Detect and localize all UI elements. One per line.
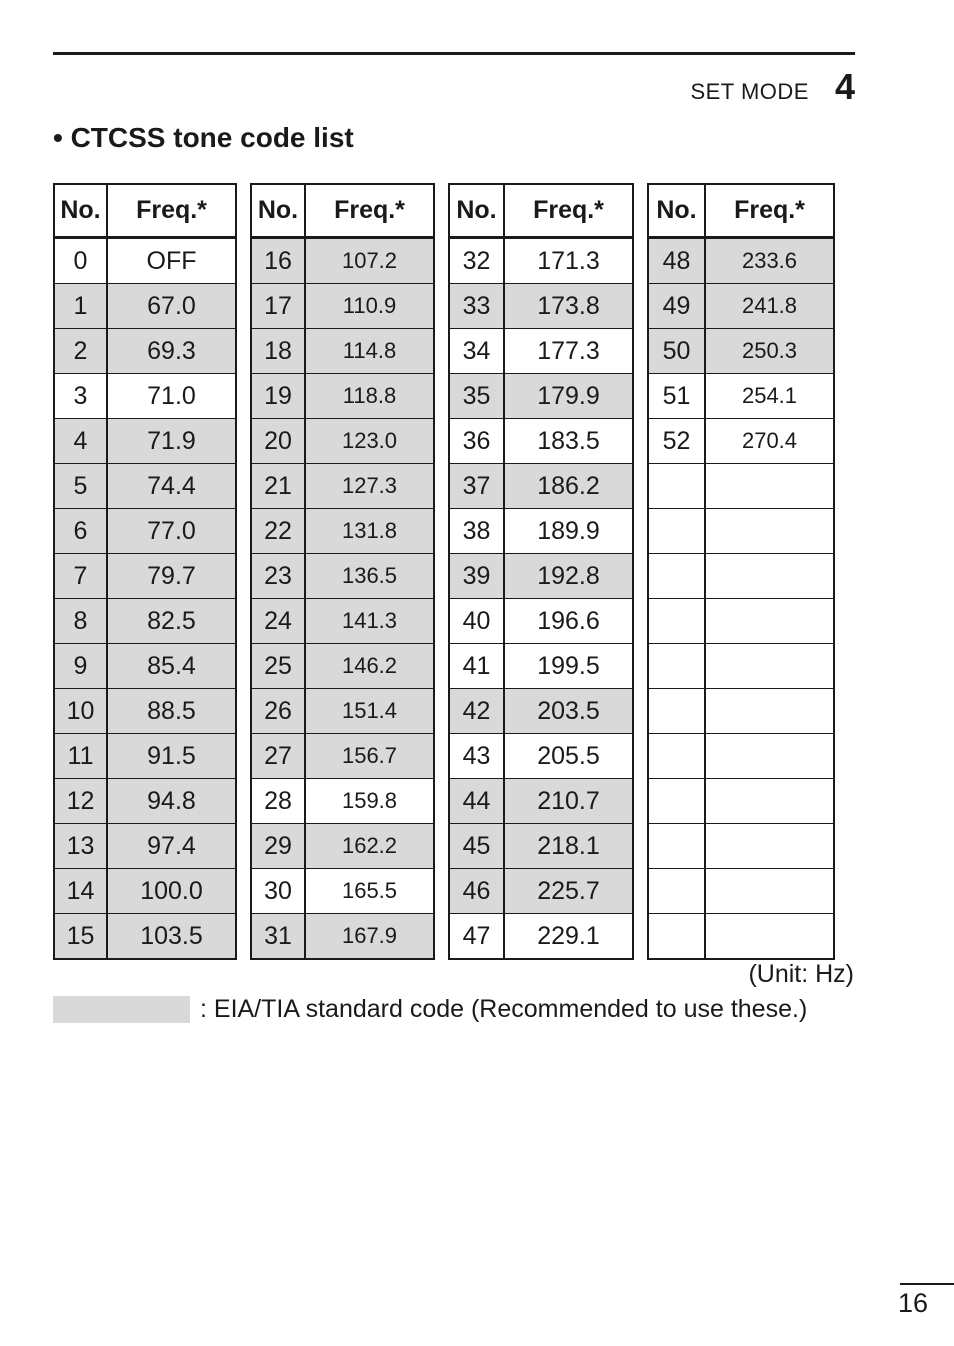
tone-code-no: 28	[251, 779, 305, 824]
table-row	[54, 509, 834, 554]
tone-frequency: 146.2	[305, 644, 434, 689]
table-row	[54, 779, 834, 824]
tone-code-no: 7	[54, 554, 107, 599]
tone-code-no: 16	[251, 238, 305, 284]
tone-code-no: 5	[54, 464, 107, 509]
column-gap	[236, 599, 251, 644]
column-gap	[633, 779, 648, 824]
column-gap	[236, 284, 251, 329]
column-gap	[633, 284, 648, 329]
tone-code-no: 48	[648, 238, 705, 284]
tone-code-no: 37	[449, 464, 504, 509]
tone-frequency: 74.4	[107, 464, 236, 509]
tone-frequency: 77.0	[107, 509, 236, 554]
column-gap	[236, 689, 251, 734]
tone-code-no: 21	[251, 464, 305, 509]
tone-code-no	[648, 914, 705, 960]
tone-code-no: 9	[54, 644, 107, 689]
column-gap	[434, 238, 449, 284]
tone-frequency: 203.5	[504, 689, 633, 734]
column-gap	[434, 869, 449, 914]
table-row	[54, 914, 834, 960]
header-no: No.	[251, 184, 305, 238]
column-gap	[434, 509, 449, 554]
tone-frequency: 103.5	[107, 914, 236, 960]
column-gap	[236, 509, 251, 554]
table-row	[54, 734, 834, 779]
legend	[53, 995, 807, 1024]
column-gap	[236, 869, 251, 914]
tone-code-no: 35	[449, 374, 504, 419]
tone-code-no: 52	[648, 419, 705, 464]
column-gap	[434, 184, 449, 238]
tone-code-no: 38	[449, 509, 504, 554]
tone-frequency: 250.3	[705, 329, 834, 374]
tone-code-no: 2	[54, 329, 107, 374]
tone-frequency: 151.4	[305, 689, 434, 734]
tone-code-no: 51	[648, 374, 705, 419]
page-title: • CTCSS tone code list	[53, 122, 354, 153]
legend-swatch	[53, 996, 190, 1023]
tone-frequency: 159.8	[305, 779, 434, 824]
tone-code-no: 0	[54, 238, 107, 284]
column-gap	[633, 869, 648, 914]
tone-frequency: 110.9	[305, 284, 434, 329]
tone-frequency	[705, 554, 834, 599]
column-gap	[434, 644, 449, 689]
tone-frequency: 162.2	[305, 824, 434, 869]
tone-code-no: 36	[449, 419, 504, 464]
tone-code-no	[648, 644, 705, 689]
tone-code-no: 46	[449, 869, 504, 914]
section-number: 4	[834, 66, 855, 107]
column-gap	[434, 374, 449, 419]
column-gap	[633, 329, 648, 374]
tone-frequency: 67.0	[107, 284, 236, 329]
tone-code-no: 33	[449, 284, 504, 329]
column-gap	[236, 419, 251, 464]
tone-code-no: 22	[251, 509, 305, 554]
tone-code-no: 1	[54, 284, 107, 329]
tone-code-no	[648, 869, 705, 914]
column-gap	[236, 824, 251, 869]
tone-code-no: 23	[251, 554, 305, 599]
column-gap	[633, 599, 648, 644]
tone-code-no: 40	[449, 599, 504, 644]
tone-frequency: 94.8	[107, 779, 236, 824]
legend-text: : EIA/TIA standard code (Recommended to use these.)	[200, 995, 808, 1023]
tone-frequency: 156.7	[305, 734, 434, 779]
tone-frequency: 183.5	[504, 419, 633, 464]
tone-code-no: 14	[54, 869, 107, 914]
tone-frequency: 165.5	[305, 869, 434, 914]
tone-code-no	[648, 464, 705, 509]
column-gap	[633, 689, 648, 734]
column-gap	[633, 914, 648, 960]
column-gap	[633, 824, 648, 869]
tone-frequency: 141.3	[305, 599, 434, 644]
column-gap	[633, 509, 648, 554]
tone-frequency: 85.4	[107, 644, 236, 689]
tone-code-no: 10	[54, 689, 107, 734]
table-row	[54, 644, 834, 689]
tone-code-no: 41	[449, 644, 504, 689]
column-gap	[434, 419, 449, 464]
tone-frequency: 199.5	[504, 644, 633, 689]
tone-frequency: 192.8	[504, 554, 633, 599]
header-freq: Freq.*	[705, 184, 834, 238]
tone-code-no	[648, 824, 705, 869]
column-gap	[434, 689, 449, 734]
table-row	[54, 329, 834, 374]
tone-code-no	[648, 779, 705, 824]
tone-frequency: 71.9	[107, 419, 236, 464]
column-gap	[236, 374, 251, 419]
tone-frequency: 127.3	[305, 464, 434, 509]
tone-frequency: 229.1	[504, 914, 633, 960]
tone-code-no: 13	[54, 824, 107, 869]
tone-frequency: 173.8	[504, 284, 633, 329]
unit-note: (Unit: Hz)	[748, 960, 854, 988]
column-gap	[633, 419, 648, 464]
column-gap	[633, 644, 648, 689]
tone-code-no: 43	[449, 734, 504, 779]
tone-frequency: 97.4	[107, 824, 236, 869]
tone-frequency: 167.9	[305, 914, 434, 960]
tone-frequency	[705, 509, 834, 554]
table-row	[54, 869, 834, 914]
tone-code-no: 26	[251, 689, 305, 734]
tone-frequency	[705, 599, 834, 644]
tone-code-no	[648, 554, 705, 599]
column-gap	[434, 599, 449, 644]
table-row	[54, 464, 834, 509]
tone-frequency: 79.7	[107, 554, 236, 599]
tone-code-no: 24	[251, 599, 305, 644]
tone-frequency: 196.6	[504, 599, 633, 644]
tone-code-no: 39	[449, 554, 504, 599]
tone-code-no: 8	[54, 599, 107, 644]
header-freq: Freq.*	[305, 184, 434, 238]
column-gap	[633, 734, 648, 779]
column-gap	[236, 184, 251, 238]
tone-frequency: 218.1	[504, 824, 633, 869]
column-gap	[236, 464, 251, 509]
tone-frequency: 225.7	[504, 869, 633, 914]
tone-code-no: 47	[449, 914, 504, 960]
table-row	[54, 599, 834, 644]
tone-code-no: 45	[449, 824, 504, 869]
header-no: No.	[449, 184, 504, 238]
tone-frequency: 189.9	[504, 509, 633, 554]
tone-frequency: 91.5	[107, 734, 236, 779]
column-gap	[633, 374, 648, 419]
column-gap	[633, 238, 648, 284]
header-freq: Freq.*	[107, 184, 236, 238]
tone-code-no: 32	[449, 238, 504, 284]
column-gap	[633, 554, 648, 599]
tone-frequency: 177.3	[504, 329, 633, 374]
tone-frequency	[705, 779, 834, 824]
tone-frequency: 233.6	[705, 238, 834, 284]
tone-code-no: 30	[251, 869, 305, 914]
tone-code-no: 29	[251, 824, 305, 869]
tone-frequency: 71.0	[107, 374, 236, 419]
tone-frequency: 88.5	[107, 689, 236, 734]
tone-frequency: 241.8	[705, 284, 834, 329]
page-number: 16	[898, 1288, 929, 1318]
tone-code-no: 49	[648, 284, 705, 329]
tone-code-no: 31	[251, 914, 305, 960]
table-row	[54, 689, 834, 734]
header-no: No.	[54, 184, 107, 238]
table-header-row	[54, 184, 834, 238]
column-gap	[434, 554, 449, 599]
column-gap	[236, 914, 251, 960]
tone-frequency	[705, 914, 834, 960]
tone-code-no	[648, 599, 705, 644]
tone-frequency: 114.8	[305, 329, 434, 374]
column-gap	[236, 779, 251, 824]
tone-code-no: 20	[251, 419, 305, 464]
tone-frequency: 82.5	[107, 599, 236, 644]
tone-frequency: 69.3	[107, 329, 236, 374]
tone-code-no: 42	[449, 689, 504, 734]
header-freq: Freq.*	[504, 184, 633, 238]
column-gap	[434, 734, 449, 779]
tone-frequency: 118.8	[305, 374, 434, 419]
tone-frequency: 136.5	[305, 554, 434, 599]
column-gap	[236, 644, 251, 689]
tone-code-no: 50	[648, 329, 705, 374]
tone-code-no: 44	[449, 779, 504, 824]
tone-frequency	[705, 734, 834, 779]
tone-code-no: 6	[54, 509, 107, 554]
tone-code-no: 34	[449, 329, 504, 374]
tone-code-no	[648, 734, 705, 779]
column-gap	[434, 914, 449, 960]
table-row	[54, 284, 834, 329]
column-gap	[434, 779, 449, 824]
tone-frequency	[705, 464, 834, 509]
running-head	[690, 66, 855, 108]
page-number-rule	[900, 1283, 954, 1285]
tone-frequency: OFF	[107, 238, 236, 284]
column-gap	[434, 329, 449, 374]
tone-code-no: 27	[251, 734, 305, 779]
column-gap	[236, 554, 251, 599]
tone-frequency	[705, 644, 834, 689]
column-gap	[434, 284, 449, 329]
column-gap	[633, 184, 648, 238]
column-gap	[236, 734, 251, 779]
tone-frequency: 171.3	[504, 238, 633, 284]
tone-frequency: 205.5	[504, 734, 633, 779]
column-gap	[434, 824, 449, 869]
tone-frequency	[705, 689, 834, 734]
tone-frequency	[705, 824, 834, 869]
tone-code-no: 3	[54, 374, 107, 419]
tone-code-no: 19	[251, 374, 305, 419]
column-gap	[633, 464, 648, 509]
table-row	[54, 238, 834, 284]
tone-frequency: 254.1	[705, 374, 834, 419]
header-no: No.	[648, 184, 705, 238]
column-gap	[434, 464, 449, 509]
tone-code-no: 12	[54, 779, 107, 824]
tone-frequency: 179.9	[504, 374, 633, 419]
table-row	[54, 554, 834, 599]
tone-code-no: 25	[251, 644, 305, 689]
tone-code-no	[648, 689, 705, 734]
tone-code-no: 17	[251, 284, 305, 329]
tone-code-no: 18	[251, 329, 305, 374]
tone-frequency: 131.8	[305, 509, 434, 554]
column-gap	[236, 329, 251, 374]
tone-code-no: 4	[54, 419, 107, 464]
tone-frequency: 107.2	[305, 238, 434, 284]
section-name: SET MODE	[690, 79, 809, 104]
tone-frequency: 123.0	[305, 419, 434, 464]
table-row	[54, 824, 834, 869]
table-row	[54, 419, 834, 464]
tone-code-no	[648, 509, 705, 554]
tone-frequency: 270.4	[705, 419, 834, 464]
ctcss-tone-table	[53, 183, 835, 960]
top-rule	[53, 52, 855, 55]
tone-frequency: 210.7	[504, 779, 633, 824]
tone-frequency: 100.0	[107, 869, 236, 914]
table-row	[54, 374, 834, 419]
tone-frequency	[705, 869, 834, 914]
tone-code-no: 11	[54, 734, 107, 779]
tone-frequency: 186.2	[504, 464, 633, 509]
tone-code-no: 15	[54, 914, 107, 960]
column-gap	[236, 238, 251, 284]
